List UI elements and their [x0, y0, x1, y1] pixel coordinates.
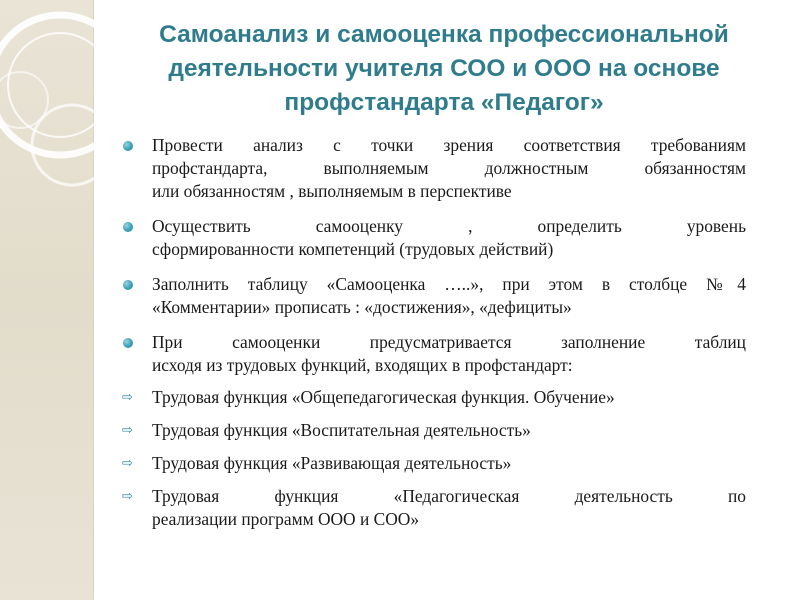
arrow-bullet-icon: ⇨: [122, 423, 133, 438]
bullet-text: [152, 386, 746, 409]
bullet-item: [120, 215, 746, 261]
title-line-2: деятельности учителя СОО и ООО на основе: [168, 55, 720, 82]
bullet-text-line: Трудовая функция «Общепедагогическая функция. Обучение»: [152, 387, 615, 407]
bullet-item: [120, 485, 746, 531]
arrow-bullet-icon: ⇨: [122, 390, 133, 405]
bullet-text-line: сформированности компетенций (трудовых действий): [152, 239, 554, 259]
bullet-text: [152, 331, 746, 377]
bullet-text-line: или обязанностям , выполняемым в перспективе: [152, 181, 512, 201]
bullet-text-line: исходя из трудовых функций, входящих в профстандарт:: [152, 355, 573, 375]
slide-title: [108, 18, 780, 120]
bullet-text-line: профстандарта, выполняемым должностным обязанностям: [152, 158, 746, 178]
bullet-text-line: Заполнить таблицу «Самооценка …..», при этом в столбце №4: [152, 274, 746, 294]
bullet-text-line: Трудовая функция «Педагогическая деятельность по: [152, 486, 746, 506]
bullet-text: [152, 485, 746, 531]
title-line-3: профстандарта «Педагог»: [284, 89, 604, 116]
bullet-item: [120, 452, 746, 475]
bullet-text-line: Трудовая функция «Воспитательная деятельность»: [152, 420, 531, 440]
bullet-text-line: реализации программ ООО и СОО»: [152, 509, 420, 529]
bullet-text-line: «Комментарии» прописать : «достижения», «дефициты»: [152, 297, 572, 317]
bullet-list: [120, 134, 746, 541]
bullet-item: [120, 273, 746, 319]
title-line-1: Самоанализ и самооценка профессиональной: [159, 21, 729, 48]
bullet-text: [152, 273, 746, 319]
bullet-text: [152, 134, 746, 203]
round-bullet-icon: [123, 338, 133, 348]
bullet-text: [152, 452, 746, 475]
bullet-item: [120, 419, 746, 442]
bullet-item: [120, 331, 746, 377]
arrow-bullet-icon: ⇨: [122, 456, 133, 471]
bullet-text: [152, 419, 746, 442]
bullet-text-line: Осуществить самооценку , определить уровень: [152, 216, 746, 236]
bullet-item: [120, 386, 746, 409]
arrow-bullet-icon: ⇨: [122, 489, 133, 504]
round-bullet-icon: [123, 141, 133, 151]
bullet-item: [120, 134, 746, 203]
bullet-text: [152, 215, 746, 261]
bullet-text-line: Провести анализ с точки зрения соответствия требованиям: [152, 135, 746, 155]
bullet-text-line: При самооценки предусматривается заполнение таблиц: [152, 332, 746, 352]
round-bullet-icon: [123, 280, 133, 290]
bullet-text-line: Трудовая функция «Развивающая деятельность»: [152, 453, 512, 473]
round-bullet-icon: [123, 222, 133, 232]
